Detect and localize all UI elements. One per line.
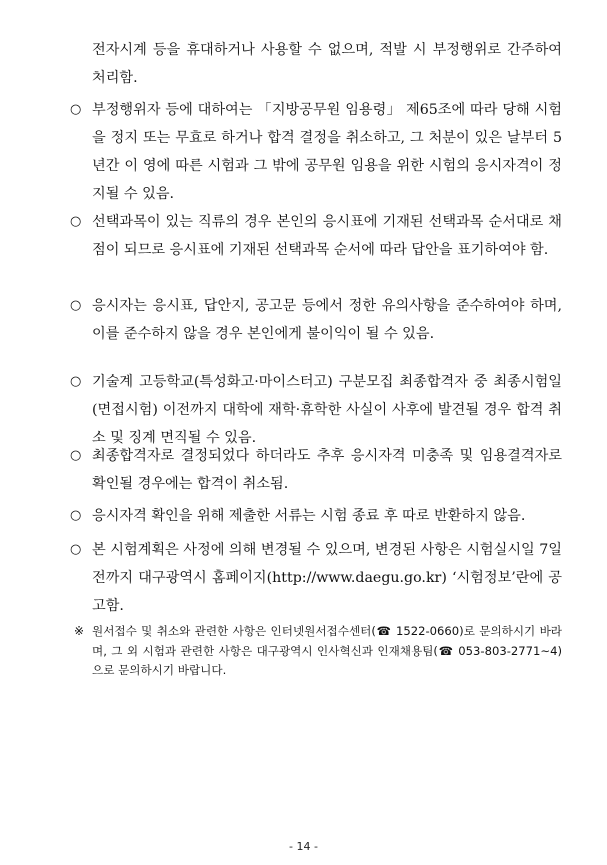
- notice-item-compliance: [70, 292, 562, 348]
- bullet-icon: ○: [70, 374, 82, 389]
- notice-item-documents: [70, 502, 562, 530]
- notice-item-penalty: [70, 96, 562, 208]
- notice-item-technical-high-school: [70, 368, 562, 452]
- notice-item-text: 기술계 고등학교(특성화고·마이스터고) 구분모집 최종합격자 중 최종시험일(면접시험) 이전까지 대학에 재학·휴학한 사실이 사후에 발견될 경우 합격 취소 및 징계 면직될 수 있음.: [92, 374, 562, 446]
- bullet-icon: ○: [70, 298, 82, 313]
- continuation-paragraph: 전자시계 등을 휴대하거나 사용할 수 없으며, 적발 시 부정행위로 간주하여 처리함.: [92, 42, 562, 86]
- bullet-icon: ○: [70, 448, 82, 463]
- contact-note: [74, 622, 562, 681]
- reference-mark-icon: ※: [74, 624, 85, 638]
- notice-item-text: 선택과목이 있는 직류의 경우 본인의 응시표에 기재된 선택과목 순서대로 채점이 되므로 응시표에 기재된 선택과목 순서에 따라 답안을 표기하여야 함.: [92, 214, 562, 258]
- notice-item-final-pass-cancel: [70, 442, 562, 498]
- notice-item-text: 응시자는 응시표, 답안지, 공고문 등에서 정한 유의사항을 준수하여야 하며, 이를 준수하지 않을 경우 본인에게 불이익이 될 수 있음.: [92, 298, 562, 342]
- notice-item-plan-change: [70, 536, 562, 620]
- bullet-icon: ○: [70, 102, 82, 117]
- bullet-icon: ○: [70, 214, 82, 229]
- notice-item-text: 최종합격자로 결정되었다 하더라도 추후 응시자격 미충족 및 임용결격자로 확인될 경우에는 합격이 취소됨.: [92, 448, 562, 492]
- notice-item-text: 부정행위자 등에 대하여는 「지방공무원 임용령」 제65조에 따라 당해 시험을 정지 또는 무효로 하거나 합격 결정을 취소하고, 그 처분이 있은 날부터 5년간 이 영에 따른 시험과 그 밖에 공무원 임용을 위한 시험의 응시자격이 정지될 수 있음.: [92, 102, 562, 202]
- page-number: - 14 -: [289, 840, 318, 853]
- bullet-icon: ○: [70, 542, 82, 557]
- notice-item-text: 본 시험계획은 사정에 의해 변경될 수 있으며, 변경된 사항은 시험실시일 7일전까지 대구광역시 홈페이지(http://www.daegu.go.kr) ‘시험정보’란에 공고함.: [92, 542, 562, 614]
- notice-item-text: 응시자격 확인을 위해 제출한 서류는 시험 종료 후 따로 반환하지 않음.: [92, 508, 526, 524]
- contact-note-text: 원서접수 및 취소와 관련한 사항은 인터넷원서접수센터(☎ 1522-0660)로 문의하시기 바라며, 그 외 시험과 관련한 사항은 대구광역시 인사혁신과 인재채용팀(☎ 053-803-2771∼4)으로 문의하시기 바랍니다.: [92, 624, 562, 677]
- notice-item-elective-subjects: [70, 208, 562, 264]
- bullet-icon: ○: [70, 508, 82, 523]
